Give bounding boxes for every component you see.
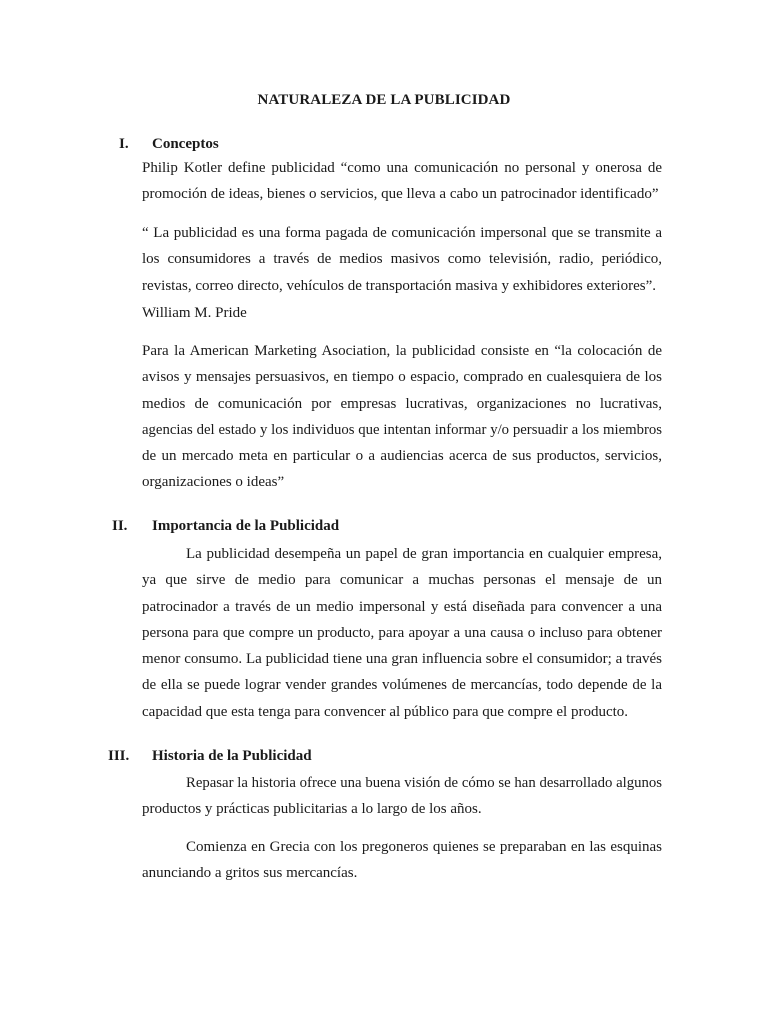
text-line: productos y prácticas publicitarias a lo largo de los años.: [142, 801, 482, 818]
section-heading-importancia: Importancia de la Publicidad: [152, 518, 340, 534]
paragraph-ama: [142, 338, 662, 496]
text-line: los consumidores a través de medios masivos como televisión, radio, periódico,: [142, 251, 662, 268]
text-line: ya que sirve de medio para comunicar a muchas personas el mensaje de un: [142, 572, 662, 589]
text-line: agencias del estado y los individuos que intentan informar y/o persuadir a los miembros: [142, 421, 662, 438]
text-line: Repasar la historia ofrece una buena visión de cómo se han desarrollado algunos: [186, 775, 662, 791]
text-line: Comienza en Grecia con los pregoneros quienes se preparaban en las esquinas: [186, 839, 662, 855]
paragraph-kotler: [142, 155, 662, 208]
paragraph-pride-quote: [142, 220, 662, 299]
text-line: organizaciones o ideas”: [142, 474, 285, 491]
section-number-3: III.: [108, 748, 130, 764]
document-title: NATURALEZA DE LA PUBLICIDAD: [257, 92, 511, 108]
text-line: anunciando a gritos sus mercancías.: [142, 865, 358, 882]
paragraph-historia-2: [142, 834, 662, 887]
text-line: Philip Kotler define publicidad “como una comunicación no personal y onerosa de: [142, 160, 662, 176]
text-line: La publicidad desempeña un papel de gran importancia en cualquier empresa,: [186, 546, 662, 562]
text-line: capacidad que esta tenga para convencer al público para que compre el producto.: [142, 703, 629, 720]
paragraph-historia-1: [142, 770, 662, 823]
text-line: medios de comunicación por empresas lucrativas, organizaciones no lucrativas,: [142, 395, 662, 412]
section-heading-historia: Historia de la Publicidad: [152, 748, 312, 764]
text-line: patrocinador a través de un medio impersonal y está diseñada para convencer a una: [142, 598, 662, 615]
section-number-2: II.: [112, 518, 128, 534]
quote-attribution: William M. Pride: [142, 305, 247, 321]
section-number-1: I.: [119, 136, 129, 152]
text-line: revistas, correo directo, vehículos de transportación masiva y exhibidores exteriores”.: [142, 277, 656, 294]
text-line: de un mercado meta en particular o a audiencias acerca de sus productos, servicios,: [142, 448, 662, 465]
paragraph-importancia: [142, 541, 662, 725]
text-line: persona para que compre un producto, para apoyar a una causa o incluso para obtener: [142, 624, 662, 641]
text-line: de ella se puede lograr vender grandes volúmenes de mercancías, todo depende de la: [142, 677, 662, 694]
text-line: Para la American Marketing Asociation, la publicidad consiste en “la colocación de: [142, 343, 662, 359]
section-heading-conceptos: Conceptos: [152, 136, 219, 152]
text-line: “ La publicidad es una forma pagada de comunicación impersonal que se transmite a: [142, 225, 662, 241]
text-line: avisos y mensajes persuasivos, en tiempo o espacio, comprado en cualesquiera de los: [142, 369, 662, 386]
text-line: menor consumo. La publicidad tiene una gran influencia sobre el consumidor; a través: [142, 651, 662, 668]
text-line: promoción de ideas, bienes o servicios, que lleva a cabo un patrocinador identificado”: [142, 186, 659, 203]
